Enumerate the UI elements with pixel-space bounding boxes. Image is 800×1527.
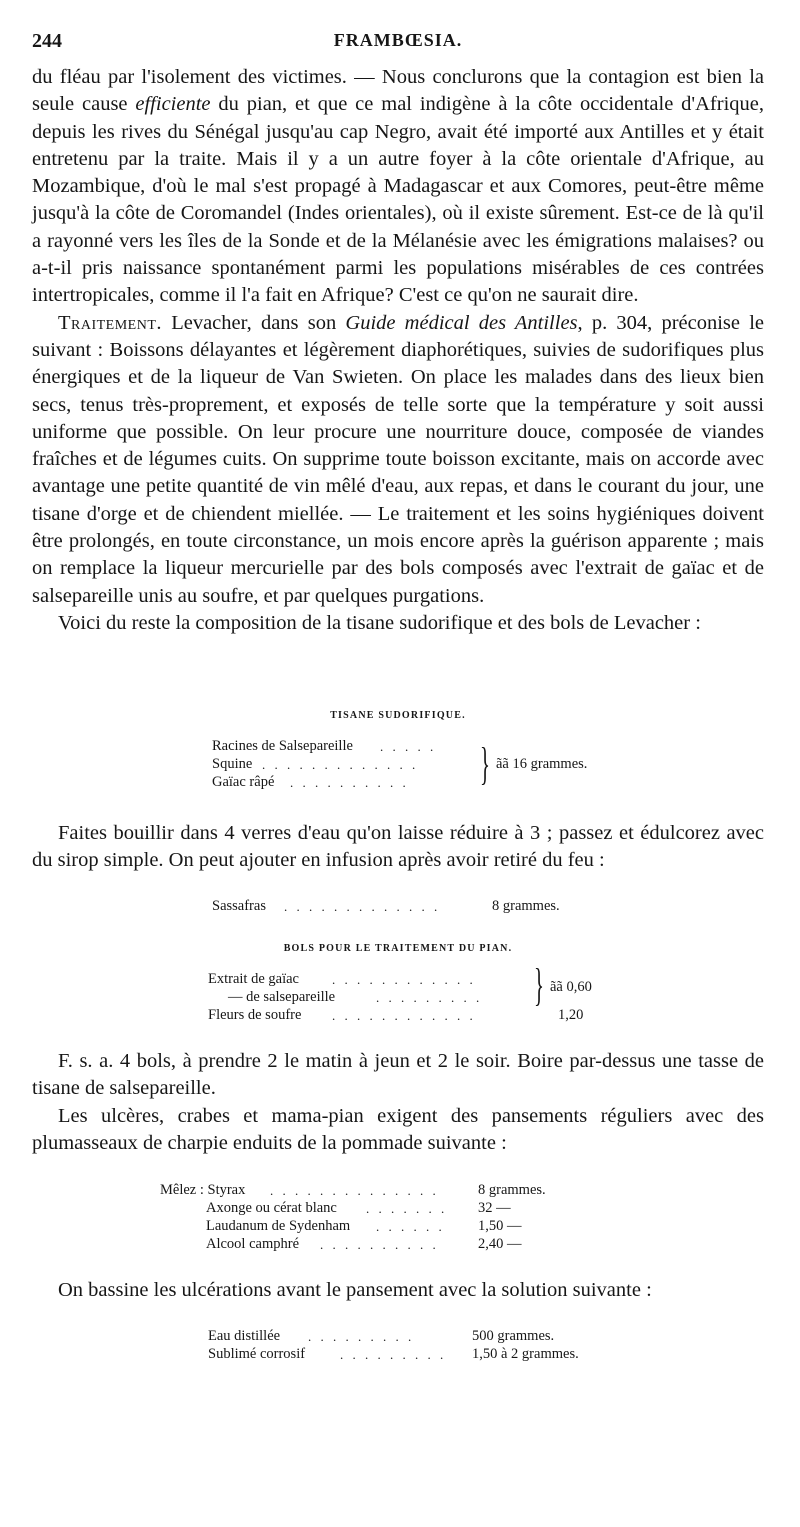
recipe-row: Mêlez : Styrax . . . . . . . . . . . . . . 8 grammes.: [160, 1182, 546, 1198]
recipe-row: Extrait de gaïac . . . . . . . . . . . .: [208, 971, 476, 987]
sassafras-recipe: [212, 897, 612, 915]
running-head: [32, 30, 764, 56]
recipe-row: Eau distillée . . . . . . . . . 500 grammes.: [208, 1328, 555, 1344]
bols-recipe: [208, 959, 608, 1024]
brace-symbol: }: [480, 738, 490, 789]
paragraph-bols-dosage: F. s. a. 4 bols, à prendre 2 le matin à jeun et 2 le soir. Boire par-dessus une tasse de tisane de salsepareille. Les ulcères, crabes et mama-pian exigent des pansements réguliers avec des plumasseaux de charpie enduits de la pommade suivante :: [32, 1050, 764, 1154]
brace-symbol: }: [534, 959, 544, 1010]
emphasis-efficiente: efficiente: [135, 93, 211, 116]
recipe-row: Sublimé corrosif . . . . . . . . . 1,50 à 2 grammes.: [208, 1346, 579, 1362]
paragraph-contagion: du fléau par l'isolement des victimes. — Nous conclurons que la contagion est bien la seule cause efficiente du pian, et que ce mal indigène à la côte occidentale d'Afrique, depuis les rives du Sénégal jusqu'au cap Negro, avait été importé aux Antilles et y était entretenu par la traite. Mais il y a un autre foyer à la côte orientale d'Afrique, au Mozambique, d'où le mal s'est propagé à Madagascar et aux Comores, peut-être même jusqu'à la côte de Coromandel (Indes orientales), où il existe sûrement. Est-ce de là qu'il a rayonné vers les îles de la Sonde et de la Mélanésie avec les émigrations malaises? ou a-t-il pris naissance spontanément parmi les populations misérables de ces contrées intertropicales, comme il l'a fait en Afrique? C'est ce qu'on ne saurait dire.: [32, 66, 764, 307]
tisane-title: TISANE SUDORIFIQUE.: [330, 710, 466, 721]
paragraph-preparation: Faites bouillir dans 4 verres d'eau qu'on laisse réduire à 3 ; passez et édulcorez avec du sirop simple. On peut ajouter en infusion après avoir retiré du feu :: [32, 822, 764, 872]
recipe-row: Racines de Salsepareille . . . . .: [212, 738, 437, 754]
tisane-recipe: [212, 737, 588, 791]
book-title: Guide médical des Antilles: [345, 311, 578, 334]
paragraph-composition-intro: Voici du reste la composition de la tisane sudorifique et des bols de Levacher :: [58, 611, 701, 634]
section-label-traitement: Traitement.: [58, 311, 163, 334]
pommade-recipe: [160, 1181, 600, 1253]
recipe-row: Axonge ou cérat blanc . . . . . . . 32 —: [206, 1200, 511, 1216]
solution-recipe: [208, 1327, 648, 1363]
recipe-row: Alcool camphré . . . . . . . . . . 2,40 —: [206, 1236, 522, 1252]
shared-quantity: ãã 16 grammes.: [496, 756, 588, 772]
main-text: [32, 64, 764, 637]
recipe-row: — de salsepareille . . . . . . . . .: [228, 989, 483, 1005]
recipe-row: Laudanum de Sydenham . . . . . . 1,50 —: [206, 1218, 522, 1234]
page-number: 244: [32, 30, 62, 52]
bols-title: BOLS POUR LE TRAITEMENT DU PIAN.: [283, 943, 513, 954]
shared-quantity: ãã 0,60: [550, 979, 592, 995]
recipe-row: Fleurs de soufre . . . . . . . . . . . . 1,20: [208, 1007, 584, 1023]
running-title: FRAMBŒSIA.: [333, 30, 463, 50]
recipe-row: Gaïac râpé . . . . . . . . . .: [212, 774, 409, 790]
paragraph-traitement: Traitement. Levacher, dans son Guide médical des Antilles, p. 304, préconise le suivant : Boissons délayantes et légèrement diaphorétiques, suivies de sudorifiques plus énergiques et de la liqueur de Van Swieten. On place les malades dans des lieux bien secs, tenus très-proprement, et exposés de telle sorte que la température y soit aussi uniforme que possible. On leur procure une nourriture douce, composée de viandes fraîches et de légumes cuits. On supprime toute boisson excitante, mais on accorde avec avantage une petite quantité de vin mêlé d'eau, aux repas, et dans le courant du jour, une tisane d'orge et de chiendent miellée. — Le traitement et les soins hygiéniques doivent être prolongés, en toute circonstance, un mois encore après la guérison apparente ; mais on remplace la liqueur mercurielle par des bols composés avec l'extrait de gaïac et de salsepareille unis au soufre, et par quelques purgations.: [32, 311, 764, 607]
recipe-row: Sassafras . . . . . . . . . . . . . 8 grammes.: [212, 898, 560, 914]
recipe-row: Squine . . . . . . . . . . . . .: [212, 756, 419, 772]
paragraph-solution-intro: On bassine les ulcérations avant le pansement avec la solution suivante :: [58, 1279, 652, 1301]
